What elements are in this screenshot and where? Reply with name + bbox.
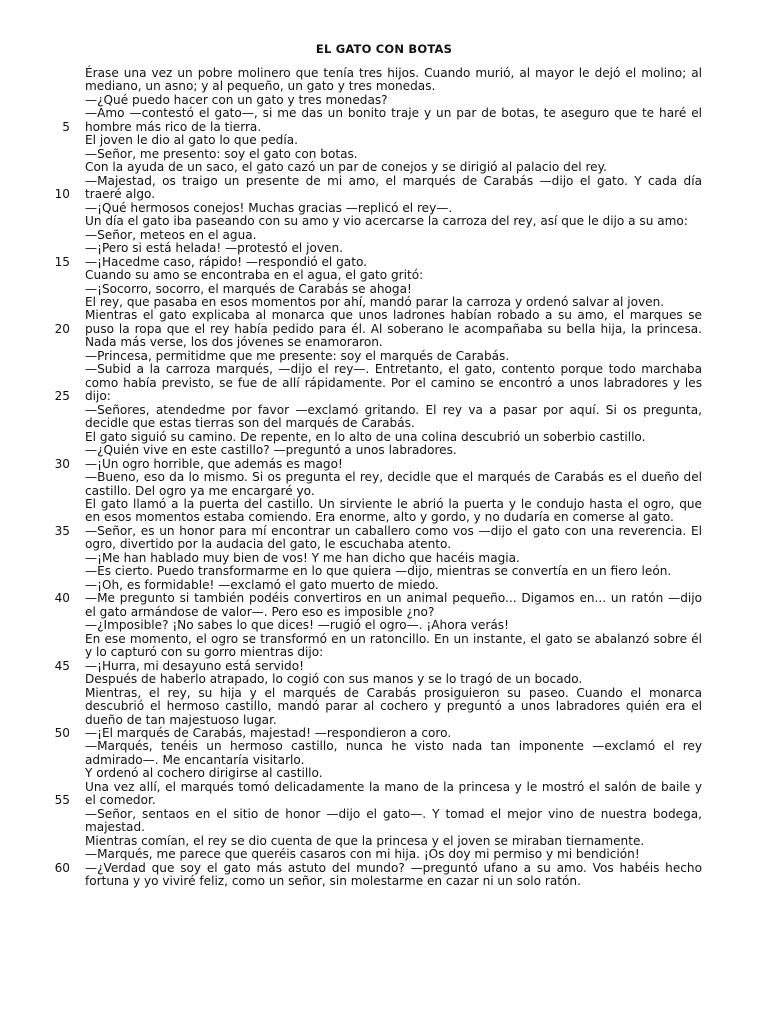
text-line: descubrió el hermoso castillo, mandó parar al cochero y preguntó a unos labradores quién era el bbox=[85, 699, 702, 714]
text-line: —¿Qué puedo hacer con un gato y tres monedas? bbox=[85, 92, 388, 107]
text-line: —Es cierto. Puedo transformarme en lo que quiera —dijo, mientras se convertía en un fiero león. bbox=[85, 564, 672, 579]
text-line: Mientras el gato explicaba al monarca que unos ladrones habían robado a su amo, el marques se bbox=[85, 308, 702, 323]
text-line: Una vez allí, el marqués tomó delicadamente la mano de la princesa y le mostró el salón de baile y bbox=[85, 779, 702, 794]
text-line: —Subid a la carroza marqués, —dijo el rey—. Entretanto, el gato, contento porque todo marchaba bbox=[85, 362, 702, 377]
text-line: —¡Me han hablado muy bien de vos! Y me han dicho que hacéis magia. bbox=[85, 550, 520, 565]
text-line: Érase una vez un pobre molinero que tenía tres hijos. Cuando murió, al mayor le dejó el molino; al bbox=[85, 66, 702, 80]
text-line: el comedor. bbox=[85, 793, 156, 808]
text-line: puso la ropa que el rey había pedido para él. Al soberano le acompañaba su bella hija, la princesa. bbox=[85, 321, 702, 336]
text-line: dueño de tan majestuoso lugar. bbox=[85, 712, 277, 727]
line-number: 45 bbox=[54, 658, 70, 673]
text-line: En ese momento, el ogro se transformó en un ratoncillo. En un instante, el gato se abalanzó sobre él bbox=[85, 631, 702, 646]
text-line: —Señor, sentaos en el sitio de honor —dijo el gato—. Y tomad el mejor vino de nuestra bodega, bbox=[85, 806, 702, 821]
text-line: Después de haberlo atrapado, lo cogió con sus manos y se lo tragó de un bocado. bbox=[85, 672, 583, 687]
text-line: —Amo —contestó el gato—, si me das un bonito traje y un par de botas, te aseguro que te haré el bbox=[85, 106, 702, 121]
text-line: Y ordenó al cochero dirigirse al castillo. bbox=[85, 766, 323, 781]
line-number: 30 bbox=[54, 456, 70, 471]
text-line: decidle que estas tierras son del marqués de Carabás. bbox=[85, 416, 415, 431]
text-line: mediano, un asno; y al pequeño, un gato y tres monedas. bbox=[85, 79, 436, 94]
text-line: ogro, divertido por la audacia del gato, le escuchaba atento. bbox=[85, 537, 452, 552]
text-line: —Señor, me presento: soy el gato con botas. bbox=[85, 146, 358, 161]
line-number: 10 bbox=[54, 187, 70, 202]
text-line: en esos momentos estaba comiendo. Era enorme, alto y gordo, y no dudaría en comerse al gato. bbox=[85, 510, 674, 525]
document-title: EL GATO CON BOTAS bbox=[315, 42, 453, 56]
text-line: El gato llamó a la puerta del castillo. Un sirviente le abrió la puerta y le condujo hasta el ogro, que bbox=[85, 497, 702, 511]
text-line: El gato siguió su camino. De repente, en lo alto de una colina descubrió un soberbio castillo. bbox=[85, 429, 646, 444]
text-line: Cuando su amo se encontraba en el agua, el gato gritó: bbox=[85, 268, 424, 283]
text-line: —¡Hurra, mi desayuno está servido! bbox=[85, 658, 304, 673]
text-line: —Princesa, permitidme que me presente: soy el marqués de Carabás. bbox=[85, 348, 510, 363]
line-number: 50 bbox=[54, 726, 70, 741]
line-number: 5 bbox=[62, 119, 70, 134]
text-line: el gato armándose de valor—. Pero eso es imposible ¿no? bbox=[85, 604, 435, 619]
text-line: dijo: bbox=[85, 389, 111, 404]
text-line: —¿Imposible? ¡No sabes lo que dices! —rugió el ogro—. ¡Ahora verás! bbox=[85, 618, 509, 633]
text-line: majestad. bbox=[85, 820, 145, 835]
text-line: —Marqués, tenéis un hermoso castillo, nunca he visto nada tan imponente —exclamó el rey bbox=[85, 739, 702, 754]
text-line: —¡El marqués de Carabás, majestad! —respondieron a coro. bbox=[85, 725, 452, 740]
text-line: —¿Verdad que soy el gato más astuto del mundo? —preguntó ufano a su amo. Vos habéis hecho bbox=[85, 860, 702, 875]
line-number: 55 bbox=[54, 793, 70, 808]
text-line: —Me pregunto si también podéis convertiros en un animal pequeño... Digamos en... un ratón —dijo bbox=[85, 591, 702, 606]
line-number: 40 bbox=[54, 591, 70, 606]
text-line: y lo capturó con su gorro mientras dijo: bbox=[85, 645, 324, 660]
text-line: —¡Un ogro horrible, que además es mago! bbox=[85, 456, 343, 471]
text-line: como había previsto, se fue de allí rápidamente. Por el camino se encontró a unos labradores y les bbox=[85, 375, 702, 390]
line-number: 60 bbox=[54, 860, 70, 875]
text-line: traeré algo. bbox=[85, 187, 156, 202]
line-number: 35 bbox=[54, 523, 70, 538]
text-line: —¡Oh, es formidable! —exclamó el gato muerto de miedo. bbox=[85, 577, 439, 592]
text-line: —Señores, atendedme por favor —exclamó gritando. El rey va a pasar por aquí. Si os pregunta, bbox=[85, 402, 702, 417]
text-line: —¡Pero si está helada! —protestó el joven. bbox=[85, 241, 343, 256]
text-line: —¡Hacedme caso, rápido! —respondió el gato. bbox=[85, 254, 367, 269]
text-line: —Bueno, eso da lo mismo. Si os pregunta el rey, decidle que el marqués de Carabás es el dueño del bbox=[85, 470, 702, 485]
text-line: castillo. Del ogro ya me encargaré yo. bbox=[85, 483, 315, 498]
text-line: Con la ayuda de un saco, el gato cazó un par de conejos y se dirigió al palacio del rey. bbox=[85, 160, 607, 175]
text-line: El joven le dio al gato lo que pedía. bbox=[85, 133, 298, 148]
line-number: 20 bbox=[54, 321, 70, 336]
line-number: 25 bbox=[54, 389, 70, 404]
text-line: admirado—. Me encantaría visitarlo. bbox=[85, 752, 305, 767]
text-line: Mientras comían, el rey se dio cuenta de que la princesa y el joven se miraban tiernamente. bbox=[85, 833, 645, 848]
text-line: hombre más rico de la tierra. bbox=[85, 119, 262, 134]
text-line: —¿Quién vive en este castillo? —preguntó a unos labradores. bbox=[85, 443, 457, 458]
text-line: —Marqués, me parece que queréis casaros con mi hija. ¡Os doy mi permiso y mi bendición! bbox=[85, 847, 640, 862]
story-text bbox=[85, 67, 702, 889]
text-line: Un día el gato iba paseando con su amo y vio acercarse la carroza del rey, así que le dijo a su amo: bbox=[85, 214, 688, 229]
text-line: —¡Socorro, socorro, el marqués de Carabás se ahoga! bbox=[85, 281, 412, 296]
line-number: 15 bbox=[54, 254, 70, 269]
text-line: El rey, que pasaba en esos momentos por ahí, mandó parar la carroza y ordenó salvar al joven. bbox=[85, 294, 665, 309]
text-line: —Señor, es un honor para mí encontrar un caballero como vos —dijo el gato con una reverencia. El bbox=[85, 523, 702, 538]
text-line: —¡Qué hermosos conejos! Muchas gracias —replicó el rey—. bbox=[85, 200, 453, 215]
text-line: —Señor, meteos en el agua. bbox=[85, 227, 257, 242]
text-line: Nada más verse, los dos jóvenes se enamoraron. bbox=[85, 335, 383, 350]
text-line: —Majestad, os traigo un presente de mi amo, el marqués de Carabás —dijo el gato. Y cada día bbox=[85, 173, 702, 188]
text-line: fortuna y yo viviré feliz, como un señor, sin molestarme en cazar ni un solo ratón. bbox=[85, 874, 581, 889]
text-line: Mientras, el rey, su hija y el marqués de Carabás prosiguieron su paseo. Cuando el monarca bbox=[85, 685, 702, 700]
